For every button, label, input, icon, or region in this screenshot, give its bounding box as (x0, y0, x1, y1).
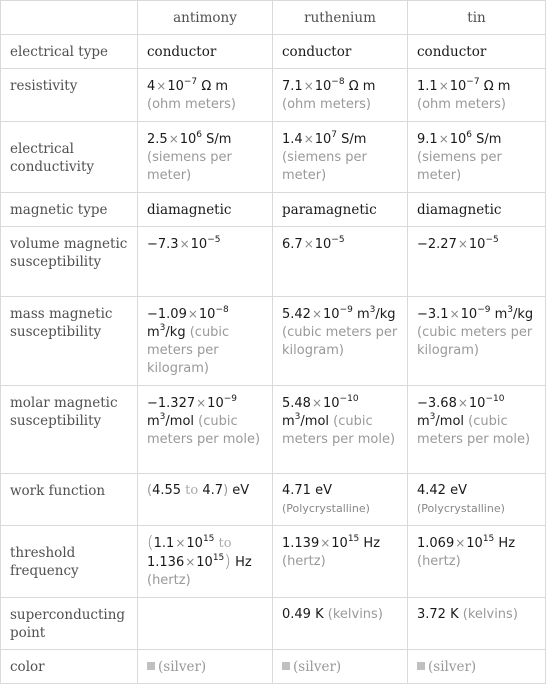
unit-name: (hertz) (417, 554, 461, 569)
unit: m (282, 414, 295, 429)
value: 4.42 eV (417, 483, 467, 498)
base: 10 (314, 132, 332, 147)
times-sign: × (303, 132, 314, 146)
unit: S/m (206, 132, 232, 147)
range-high: 4.7 (202, 483, 224, 498)
times-sign: × (457, 237, 468, 251)
base: 10 (449, 132, 467, 147)
cell-value (273, 386, 408, 474)
unit-exponent: 3 (369, 305, 376, 315)
row-electrical-type (1, 35, 546, 69)
unit: m (417, 414, 430, 429)
row-color (1, 650, 546, 684)
mantissa: 5.42 (282, 307, 311, 322)
unit: S/m (341, 132, 367, 147)
base: 10 (179, 132, 197, 147)
row-resistivity (1, 69, 546, 122)
cell-value-empty (138, 598, 273, 650)
paren-open: ( (147, 533, 154, 553)
unit-denominator: /kg (165, 325, 186, 340)
value: 3.72 K (417, 607, 459, 622)
times-sign: × (303, 79, 314, 93)
range-to: to (218, 536, 232, 551)
unit: Hz (498, 536, 516, 551)
cell-value: conductor (138, 35, 273, 69)
unit-name: (ohm meters) (282, 97, 372, 112)
cell-value (138, 474, 273, 526)
mantissa: 1.069 (417, 536, 455, 551)
header-tin: tin (408, 1, 546, 35)
cell-value (273, 69, 408, 122)
cell-value (408, 598, 546, 650)
base: 10 (198, 307, 216, 322)
color-swatch-icon (147, 662, 155, 670)
unit: Hz (235, 555, 252, 570)
unit: Ω m (483, 79, 511, 94)
cell-value (408, 474, 546, 526)
mantissa: −2.27 (417, 237, 457, 252)
paren-open: ( (147, 483, 153, 498)
header-ruthenium: ruthenium (273, 1, 408, 35)
exponent: −9 (477, 305, 491, 315)
mantissa: −3.68 (417, 396, 457, 411)
exponent: 15 (482, 534, 495, 544)
unit: m (147, 325, 160, 340)
times-sign: × (449, 307, 460, 321)
unit-exponent: 3 (429, 412, 436, 422)
exponent: 15 (202, 534, 215, 544)
cell-value (408, 386, 546, 474)
times-sign: × (187, 307, 198, 321)
header-antimony: antimony (138, 1, 273, 35)
row-label: electrical type (1, 35, 138, 69)
times-sign: × (311, 396, 323, 410)
color-swatch-icon (417, 662, 425, 670)
cell-value (273, 598, 408, 650)
exponent: 15 (212, 553, 225, 563)
times-sign: × (320, 536, 331, 550)
unit: Hz (363, 536, 381, 551)
exponent: −5 (331, 235, 345, 245)
mantissa: 7.1 (282, 79, 303, 94)
row-work-function (1, 474, 546, 526)
unit-name: (cubic meters per kilogram) (282, 325, 398, 358)
unit-name: (ohm meters) (147, 97, 237, 112)
unit-exponent: 3 (159, 412, 166, 422)
times-sign: × (175, 536, 186, 550)
exponent: −7 (183, 77, 198, 87)
row-mass-magnetic-susceptibility (1, 297, 546, 386)
unit: m (494, 307, 508, 322)
base: 10 (207, 396, 224, 411)
unit: Ω m (348, 79, 376, 94)
cell-value: diamagnetic (408, 193, 546, 227)
base: 10 (186, 536, 203, 551)
unit-name: (siemens per meter) (417, 150, 502, 183)
exponent: −8 (215, 305, 229, 315)
row-label: electrical conductivity (1, 122, 138, 193)
mantissa: −3.1 (417, 307, 449, 322)
unit-name: (ohm meters) (417, 97, 507, 112)
mantissa: 5.48 (282, 396, 311, 411)
cell-value (138, 526, 273, 598)
exponent: −10 (339, 394, 359, 404)
times-sign: × (168, 132, 179, 146)
row-label: superconducting point (1, 598, 138, 650)
base: 10 (314, 237, 332, 252)
header-row (1, 1, 546, 35)
color-swatch-icon (282, 662, 290, 670)
unit-name: (siemens per meter) (282, 150, 367, 183)
color-name: (silver) (428, 659, 477, 675)
unit: Ω m (201, 79, 229, 94)
cell-value (138, 69, 273, 122)
exponent: 15 (347, 534, 360, 544)
range-to: to (185, 483, 199, 498)
cell-value (273, 650, 408, 684)
times-sign: × (185, 555, 196, 569)
times-sign: × (156, 79, 167, 93)
exponent: −10 (485, 394, 505, 404)
row-electrical-conductivity (1, 122, 546, 193)
mantissa: −1.327 (147, 396, 196, 411)
exponent: −9 (223, 394, 237, 404)
times-sign: × (196, 396, 207, 410)
unit-exponent: 3 (159, 323, 166, 333)
cell-value (138, 122, 273, 193)
unit-name: (siemens per meter) (147, 150, 232, 183)
row-magnetic-type (1, 193, 546, 227)
cell-value (138, 650, 273, 684)
exponent: 7 (331, 130, 338, 140)
header-empty (1, 1, 138, 35)
range-low: 4.55 (152, 483, 182, 498)
paren-close: ) (223, 483, 229, 498)
unit-denominator: /mol (435, 414, 465, 429)
row-label: work function (1, 474, 138, 526)
color-name: (silver) (293, 659, 342, 675)
base: 10 (468, 396, 486, 411)
unit-denominator: /kg (513, 307, 534, 322)
base: 10 (449, 79, 467, 94)
cell-value (408, 122, 546, 193)
cell-value (408, 650, 546, 684)
cell-value (273, 122, 408, 193)
mantissa: 9.1 (417, 132, 438, 147)
cell-value (138, 227, 273, 297)
range-high: 1.136 (147, 555, 185, 570)
cell-value: conductor (408, 35, 546, 69)
unit-exponent: 3 (507, 305, 514, 315)
cell-value (138, 297, 273, 386)
cell-value: diamagnetic (138, 193, 273, 227)
base: 10 (167, 79, 184, 94)
cell-value (408, 69, 546, 122)
times-sign: × (455, 536, 466, 550)
unit-name: (cubic meters per kilogram) (147, 325, 230, 376)
value: 4.71 eV (282, 483, 332, 498)
mantissa: 1.1 (417, 79, 438, 94)
row-threshold-frequency (1, 526, 546, 598)
unit-name: (hertz) (147, 573, 191, 588)
unit-exponent: 3 (294, 412, 301, 422)
unit: m (147, 414, 160, 429)
base: 10 (460, 307, 478, 322)
times-sign: × (457, 396, 468, 410)
row-label: resistivity (1, 69, 138, 122)
exponent: −9 (339, 305, 353, 315)
row-volume-magnetic-susceptibility (1, 227, 546, 297)
exponent: 6 (196, 130, 203, 140)
row-label: mass magnetic susceptibility (1, 297, 138, 386)
unit-name: (kelvins) (327, 607, 383, 622)
unit-name: (kelvins) (462, 607, 518, 622)
row-label: magnetic type (1, 193, 138, 227)
row-label: color (1, 650, 138, 684)
range-low: 1.1 (153, 536, 175, 551)
times-sign: × (438, 132, 449, 146)
row-label: threshold frequency (1, 526, 138, 598)
note: (Polycrystalline) (417, 502, 505, 515)
cell-value (273, 526, 408, 598)
base: 10 (190, 237, 208, 252)
cell-value (408, 526, 546, 598)
mantissa: 4 (147, 79, 156, 94)
base: 10 (466, 536, 483, 551)
exponent: 6 (466, 130, 473, 140)
unit-name: (cubic meters per mole) (417, 414, 531, 447)
cell-value (273, 297, 408, 386)
times-sign: × (179, 237, 190, 251)
cell-value (408, 297, 546, 386)
exponent: −7 (466, 77, 480, 87)
unit-denominator: /mol (300, 414, 330, 429)
mantissa: 6.7 (282, 237, 303, 252)
exponent: −5 (485, 235, 499, 245)
mantissa: 1.4 (282, 132, 303, 147)
mantissa: −1.09 (147, 307, 187, 322)
row-label: molar magnetic susceptibility (1, 386, 138, 474)
cell-value (408, 227, 546, 297)
cell-value (138, 386, 273, 474)
times-sign: × (438, 79, 449, 93)
base: 10 (468, 237, 486, 252)
unit-name: (cubic meters per mole) (282, 414, 396, 447)
base: 10 (323, 307, 340, 322)
unit: m (356, 307, 370, 322)
times-sign: × (311, 307, 323, 321)
cell-value (273, 227, 408, 297)
base: 10 (331, 536, 348, 551)
value: 0.49 K (282, 607, 324, 622)
cell-value: conductor (273, 35, 408, 69)
note: (Polycrystalline) (282, 502, 370, 515)
paren-close: ) (224, 552, 231, 572)
row-superconducting-point (1, 598, 546, 650)
mantissa: 1.139 (282, 536, 320, 551)
unit: S/m (476, 132, 502, 147)
unit: eV (232, 483, 250, 498)
unit-denominator: /mol (165, 414, 195, 429)
unit-name: (cubic meters per kilogram) (417, 325, 533, 358)
row-label: volume magnetic susceptibility (1, 227, 138, 297)
base: 10 (196, 555, 213, 570)
cell-value (273, 474, 408, 526)
mantissa: −7.3 (147, 237, 179, 252)
times-sign: × (303, 237, 314, 251)
row-molar-magnetic-susceptibility (1, 386, 546, 474)
exponent: −5 (207, 235, 221, 245)
cell-value: paramagnetic (273, 193, 408, 227)
unit-name: (cubic meters per mole) (147, 414, 261, 447)
exponent: −8 (331, 77, 345, 87)
base: 10 (323, 396, 340, 411)
mantissa: 2.5 (147, 132, 168, 147)
unit-denominator: /kg (375, 307, 396, 322)
unit-name: (hertz) (282, 554, 326, 569)
color-name: (silver) (158, 659, 207, 675)
base: 10 (314, 79, 332, 94)
